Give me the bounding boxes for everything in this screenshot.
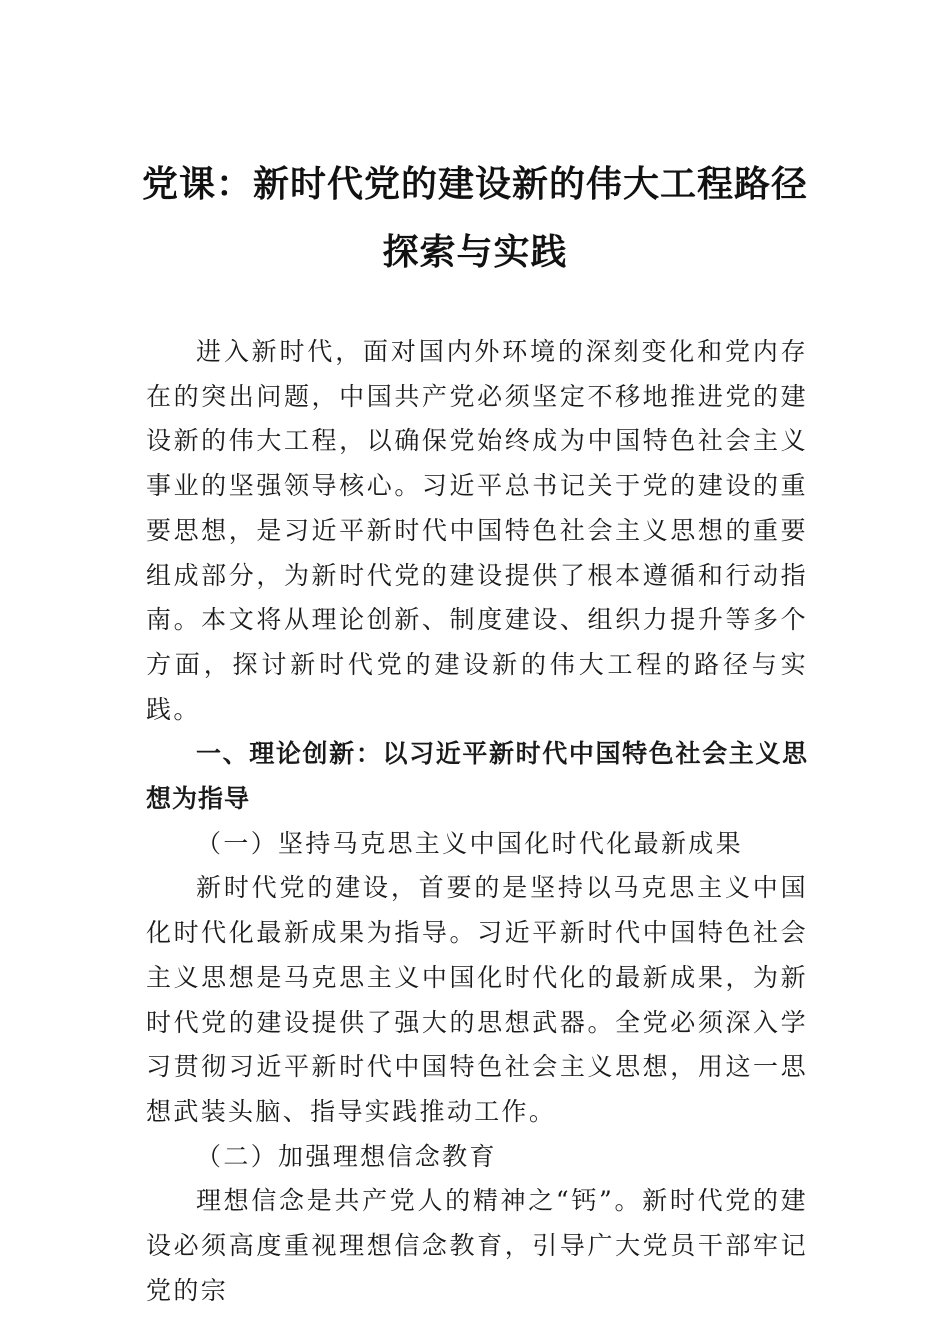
body-paragraph-1: 新时代党的建设，首要的是坚持以马克思主义中国化时代化最新成果为指导。习近平新时代中国特色社会主义思想是马克思主义中国化时代化的最新成果，为新时代党的建设提供了强大的思想武器。全党必须深入学习贯彻习近平新时代中国特色社会主义思想，用这一思想武装头脑、指导实践推动工作。 (146, 873, 808, 1126)
document-body (146, 330, 808, 1313)
body-paragraph-2: 理想信念是共产党人的精神之“钙”。新时代党的建设必须高度重视理想信念教育，引导广大党员干部牢记党的宗 (146, 1186, 808, 1305)
document-title-line-1: 党课：新时代党的建设新的伟大工程路径 (141, 163, 808, 205)
intro-paragraph: 进入新时代，面对国内外环境的深刻变化和党内存在的突出问题，中国共产党必须坚定不移地推进党的建设新的伟大工程，以确保党始终成为中国特色社会主义事业的坚强领导核心。习近平总书记关于党的建设的重要思想，是习近平新时代中国特色社会主义思想的重要组成部分，为新时代党的建设提供了根本遵循和行动指南。本文将从理论创新、制度建设、组织力提升等多个方面，探讨新时代党的建设新的伟大工程的路径与实践。 (146, 337, 808, 724)
subsection-heading-1: （一）坚持马克思主义中国化时代化最新成果 (196, 828, 744, 858)
subsection-heading-2: （二）加强理想信念教育 (196, 1141, 497, 1171)
section-heading-1: 一、理论创新：以习近平新时代中国特色社会主义思想为指导 (146, 739, 808, 814)
document-title-line-2: 探索与实践 (382, 231, 568, 273)
